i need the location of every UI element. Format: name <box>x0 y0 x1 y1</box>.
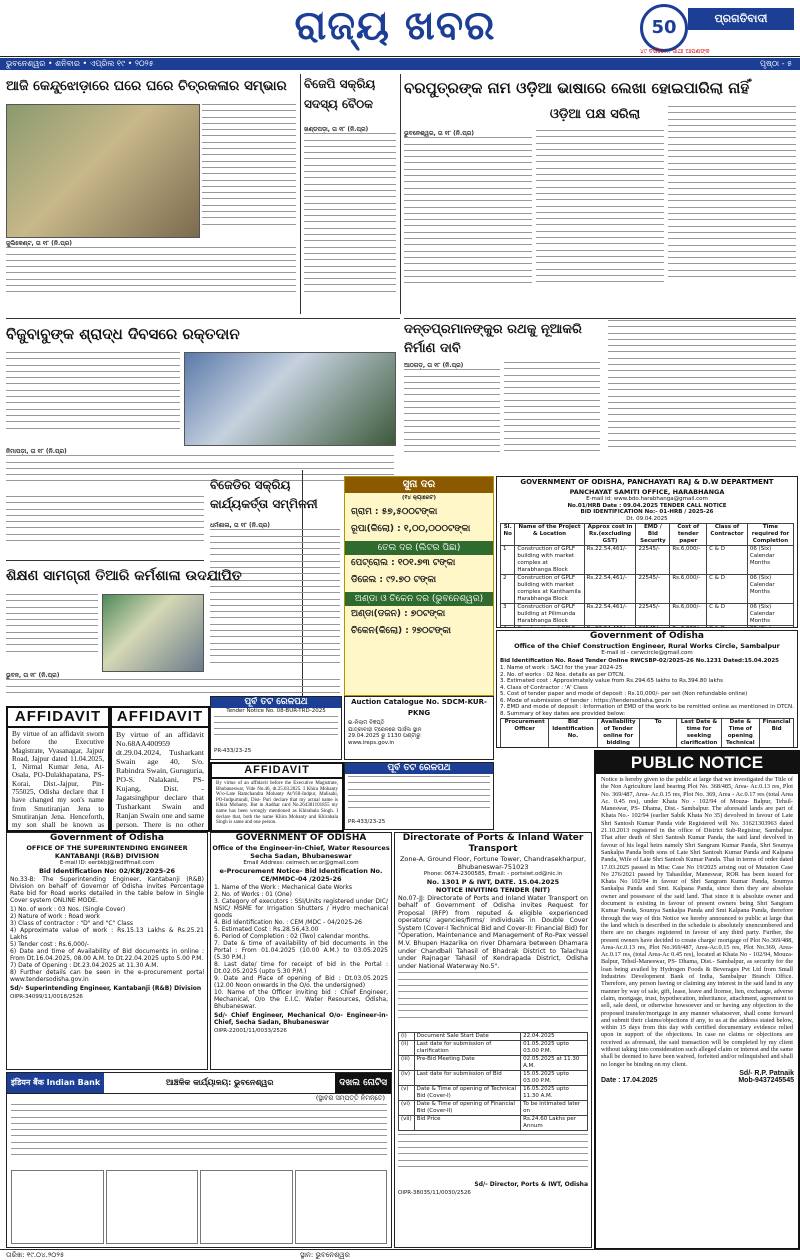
story-body <box>202 104 296 236</box>
story-headline-box <box>304 74 396 122</box>
notice-oipr: OIPR-38035/11/0030/2526 <box>398 1190 471 1197</box>
anniversary-emblem-icon: 50 <box>640 4 688 52</box>
gold-rate: ଗ୍ରାମ : ୫୭,୫୦୦ଟଙ୍କା <box>351 506 438 517</box>
table-row: (vi) Date & Time of opening of Financial Bid (Cover-II) To be intimated later on <box>399 1101 588 1116</box>
railway-notice <box>210 696 342 760</box>
notice-subtitle: Auction Catalogue No. SDCM-KUR-PKNG <box>351 698 487 717</box>
notice-signature: Sd/- Superintending Engineer, Kantabanji (R&B) Division <box>10 984 202 992</box>
panchayat-tender-notice <box>496 476 798 628</box>
story-body <box>536 130 664 316</box>
story-body <box>210 522 340 692</box>
affidavit-text: By virtue of an affidavit No.68AA400959 dt.29.04.2024, Tusharkant Swain age 40, S/o. Rabindra Swain, Guruguria, PO-S. Nalakani, PS-Kujang, Dist. - Jagatsinghpur declare that Tusharkant Swain and Ranjan Swain one and same person. There is no other <box>116 730 204 829</box>
egg-rate-title: ଅଣ୍ଡା ଓ ଚିକେନ ଦର (ଭୁବନେଶ୍ୱର) <box>345 592 493 606</box>
affidavit-text: By virtue of an affidavit sworn before the Executive Magistrate, Vyasanagar, Jajpur Road, Jajpur dated 11.04.2025, I, Nirmal Kumar Jena, At-Osala, PO-Dulakhapatana, PS-Korai, Dist.-Jajpur, Pin-755025, Odisha declare that I have changed my son's name from Smutiranjan Jena to Smutiranjan Jena. Henceforth, my son shall be known as <box>12 730 104 830</box>
notice-ref: Bid Identification No. Road Tender Online RWCSBP-02/2025-26 No.1231 Dated:15.04.2025 <box>500 657 779 664</box>
table-row: (i) Document Sale Start Date 22.04.2025 <box>399 1033 588 1041</box>
notice-heading: ଦଖଲ ନୋଟିସ <box>335 1073 391 1093</box>
story-headline: ଦନ୍ତପ୍ରମାନଙ୍କୁର ରଥକୁ ନୂଆକରି ନିର୍ମାଣ ଦାବି <box>404 322 582 356</box>
footer-place: ସ୍ଥାନ: ଭୁବନେଶ୍ୱର <box>300 1251 350 1259</box>
water-resources-notice: GOVERNMENT OF ODISHA Office of the Engineer-in-Chief, Water Resources Secha Sadan, Bhubaneswar Email Address: ceimech.wr.or@gmail.com e-Procurement Notice- Bid Identification No. CE/MMDC-04 /2025-26 1. Name of the Work : Mechanical Gate Works 2. No. of Works : 01 (One) 3. Category of executors : SSI/Units registered under DIC/ NSIC/ MSME for Irrigation Shutters / Hydro mechanical goods 4. Bid Identification No. : CEM /MDC - 04/2025-26 5. Estimated Cost : Rs.28.56,43.00 6. Period of Completion : 02 (Two) calendar months. 7. Date & time of availability of bid documents in the Portal : From 01.04.2025 (10.00 A.M.) to 03.05.2025 (5.30 P.M.) 8. Last date/ time for receipt of bid in the Portal : Dt.02.05.2025 (upto 5.30 P.M.) 9. Date and Place of opening of Bid : Dt.03.05.2025 (12.00 Noon onwards in the O/o. the undersigned) 10. Name of the Officer inviting bid : Chief Engineer, Mechanical, O/o the E.I.C. Water Resources, Odisha, Bhubaneswar. Sd/- Chief Engineer, Mechanical O/o- Engineer-in-Chief, Secha Sadan, Bhubaneswar OIPR-22001/11/0033/2526 <box>210 832 392 1070</box>
notice-bid-id: Bid Identification No: 02/KBJ/2025-26 <box>38 866 176 875</box>
market-rates-box <box>344 476 494 696</box>
issue-date: ଭୁବନେଶ୍ୱର • ଶନିବାର • ଏପ୍ରିଲ ୧୯ • ୨୦୨୫ <box>6 59 154 68</box>
notice-mobile: Mob-9437245545 <box>738 1076 794 1084</box>
story-dateline: ଧର୍ମଶାଳା, ତା ୧୮ (ନି.ପ୍ର) <box>210 522 270 529</box>
silver-rate: ରୂପା(କିଲୋ) : ୧,୦୦,୦୦୦ଟଙ୍କା <box>351 523 471 534</box>
notice-subtitle: Office of the Engineer-in-Chief, Water Resources Secha Sadan, Bhubaneswar <box>212 844 390 860</box>
gold-rate-title: ସୁନା ଦର <box>345 477 493 493</box>
story-headline: ବରପୁତ୍ରଙ୍କ ନାମ ଓଡ଼ିଆ ଭାଷାରେ ଲେଖା ହୋଇପାରିଲା ନାହିଁ <box>404 79 750 97</box>
diesel-rate: ଡିଜେଲ : ୯୨.୭୦ ଟଙ୍କା <box>351 574 437 585</box>
notice-title: Government of Odisha <box>590 631 704 641</box>
story-subhead-box <box>520 106 670 126</box>
table-row: 1 Construction of GPLF building with market complex at Harabhanga Block Rs.22.54,461/- 22545/- Rs.6,000/- C & D 06 (Six) Calendar Months <box>501 546 794 575</box>
story-dateline: ଭୁବନ, ତା ୧୮ (ନି.ପ୍ର) <box>6 672 60 679</box>
notice-ref: No.01/HRB Date : 09.04.2025 TENDER CALL NOTICE <box>567 502 727 509</box>
table-row: (iii) Pre-Bid Meeting Date 02.05.2025 at 11.30 A.M. <box>399 1056 588 1071</box>
notice-title: ପୂର୍ବ ତଟ ରେଳପଥ <box>211 697 341 708</box>
notice-bid-id: BID IDENTIFICATION No:- 01-HRB / 2025-26 <box>580 509 714 515</box>
notice-signature: Sd/- R.P. Patnaik <box>739 1069 794 1077</box>
story-body <box>404 362 500 472</box>
notice-subtitle: Tender Notice No. 08-BUR-TRD-2025 <box>226 708 326 714</box>
story-body <box>404 130 532 316</box>
affidavit-notice <box>6 706 110 832</box>
story-headline: ବିଜୁବାବୁଙ୍କ ଶ୍ରାଦ୍ଧ ଦିବସରେ ରକ୍ତଦାନ <box>6 325 240 343</box>
notice-subtitle: Office of the Chief Construction Engineer, Rural Works Circle, Sambalpur <box>514 642 780 650</box>
story-headline-box <box>6 74 296 100</box>
notice-email: Email Address: ceimech.wr.or@gmail.com <box>243 860 359 866</box>
story-dateline: ଜୁଲିକେଣ୍ଟ, ତା ୧୮ (ନି.ପ୍ର) <box>6 240 73 247</box>
story-subhead: ଓଡ଼ିଆ ପକ୍ଷ ସରିଲା <box>549 107 641 122</box>
workshop-photo <box>102 594 204 672</box>
notice-text: Notice is hereby given to the public at large that we investigated the Title of the Non Agriculture land bearing Plot No. 368/485, Area- Ac.0.13 res, Plot No. 369/487, Area- Ac.0.15 res, Plot No. 369, Area - Ac.0.17 res (total Area Ac. 0.45 res), under Khata No - 102/94 of Mouza- Balpur, Tehsil- Maneswar, PS- Dhama, Dist.- Sambalpur. The aforesaid lands are part of Khata No.- 102/94 (earlier Sabik Khata No 35) devolved in favour of Late Shri Santosh Kumar Panda vide Registered will No. 31621303963 dated 21.10.2013 registered in the office of District Sub-Registrar, Sambalpur. That after death of Shri Santosh Kumar Panda, the said land devolved in favour of his legal heirs namely Shri Sangram Kumar Panda, Shri Soumya Sankalpa Panda both sons of Late Shri Santosh Kumar Panda and Kalpana Panda, Wife of Late Shri Santosh Kumar Panda. That in terms of order dated 17.03.2025 passed in Misc Case No 19/2025 arising out of Mutation Case No 276/2021 passed by Tahasildar, Maneswar, ROR has been issued for Khata No 102/94 in favour of Shri Sangram Kumar Panda, Soumya Sankalpa Panda and Smt. Kalpana Panda, since then they are absolute owner and possessor of the said land. That since it is absolute owner and document is existing in favour of present owners being Shri Sangram Kumar Panda, Soumya Sankalpa Panda and Smt Kalpana Panda, therefore through the way of this Notice we hereby announced to public at large that the land which is described in the schedule is absolutely unencumbered and there are no charges registered in favour of any third party. Further, the present owners have decided to create charge/ mortgage of Plot No.369/488, Area-Ac.0.13 res, Plot No.369/487, Area-Ac.0.15 res, Plot No.369, Area-Ac.0.17 res, (total Area-Ac 0.45 res), located at Khata No - 102/94, Mouza- Balpur, Tehsil-Maneswar, PS- Dhama, Dist.- Sambalpur, as security for the loan being availed by Hydrogen Foods & Beverages Pvt Ltd from Small Industries Development Bank of India, Sambalpur Branch Office. Therefore, any person having or claiming any interest in the said land in any manner by way of sale, gift, lease, leave and license, lien, exchange, adverse claim, mortgage, trust, hypothecation, inheritance, attachment, agreement to sell, sale deed, or otherwise howsoever and or having any objection to the proposed transfer/mortgage in any manner whatsoever, shall come forward and submit their claims/objections if any, to us at the address stated below, within 15 days from this day with certified documentary evidence relied upon in support of the objections. In case no claims or objections are received as aforesaid, the said transaction will be completed by my client without taking into consideration such alleged claim or interest and the same shall be deemed to have been waived, forfeited and/or relinquished and shall no longer be binding on my client. <box>601 776 794 1068</box>
story-headline-box <box>404 74 796 104</box>
story-headline: ଶିକ୍ଷଣ ସାମଗ୍ରୀ ତିଆରି କର୍ମଶାଳା ଉଦଯାପିତ <box>6 568 242 584</box>
notice-date: Dt. 09.04.2025 <box>626 515 668 522</box>
story-headline: ଆଜି କେନ୍ଦୁଝୋଡ଼ାରେ ଘରେ ଘରେ ଚିତ୍ରକଳାର ସମ୍ଭାର <box>6 78 287 94</box>
notice-title: Directorate of Ports & Inland Water Transport <box>402 833 584 854</box>
brand-tagline: ୪୯ ବର୍ଷରେ... ସାଥୀ ଆପଣଙ୍କ <box>640 48 710 55</box>
brand-logo: ପ୍ରଗତିବାଦୀ <box>688 8 794 30</box>
table-row <box>501 626 794 629</box>
notice-ref: No.33-B: The Superintending Engineer, Kantabanji (R&B) Division on behalf of Governor of Odisha invites Percentage Rate bid for Road works detailed in the table below in Single Cover system ONLINE MODE. <box>10 875 204 904</box>
chicken-rate: ଚିକେନ(କିଲୋ) : ୨୭୦ଟଙ୍କା <box>351 625 451 636</box>
notice-email: E-mail id: www.bdo.harabhanga@gmail.com <box>586 496 708 502</box>
table-row: (vii) Bid Price Rs.24.60 Lakhs per Annum <box>399 1116 588 1131</box>
affidavit-notice <box>210 762 344 832</box>
table-row: (v) Date & Time of opening of Technical Bid (Cover-I) 16.05.2025 upto 11.30 A.M. <box>399 1086 588 1101</box>
oil-rate-title: ତେଲ ଦର (ଲିଟର ପିଛା) <box>345 541 493 555</box>
ports-tender-notice <box>394 832 592 1248</box>
story-body <box>6 240 296 300</box>
key-dates-table: Procurement Officer Bid Identification No. Availability of Tender online for bidding To Last Date & time for seeking clarification Date & Time of opening Technical Financial Bid <box>500 718 794 748</box>
story-headline: ବିଜେପି ସକ୍ରିୟ ସଦସ୍ୟ ବୈଠକ <box>304 77 376 111</box>
notice-title: ପୂର୍ବ ତଟ ରେଳପଥ <box>345 763 493 774</box>
notice-oipr: OIPR-34099/11/0018/2526 <box>10 993 83 1000</box>
table-row: (ii) Last date for submission of clarification 01.05.2025 upto 03.00 P.M. <box>399 1041 588 1056</box>
bank-possession-notice <box>6 1072 392 1248</box>
notice-bid-id: e-Procurement Notice- Bid Identification No. CE/MMDC-04 /2025-26 <box>219 866 383 883</box>
affidavit-title: AFFIDAVIT <box>112 708 208 728</box>
story-body <box>6 496 204 556</box>
story-body <box>504 362 600 472</box>
story-headline-box <box>210 476 340 520</box>
tender-table: Sl. No Name of the Project & Location Approx cost in Rs.(excluding GST) EMD / Bid Security Cost of tender paper Class of Contractor Time required for Completion 1 Construction of GPLF building with market complex at Harabhanga Block Rs.22.54,461/- 22545/- Rs.6,000/- C & D 06 (Six) Calendar Months 2 Construction of GPLF building with market complex at Kanthamila Harabhanga Block Rs.22.54,461/- 22545/- Rs.6,000/- C & D 06 (Six) Calendar Months 3 Construction of GPLF building at Pilimunda Harabhanga Block Rs.22.54,461/- 22545/- Rs.6,000/- C & D 06 (Six) Calendar Months <box>500 523 794 628</box>
notice-heading: NOTICE INVITING TENDER (NIT) <box>435 885 551 894</box>
page-footer <box>0 1249 800 1260</box>
notice-phone: Phone: 0674-2300585, Email: - portsiwt.od@nic.in <box>423 871 563 877</box>
blood-donation-photo <box>184 352 396 446</box>
notice-oipr: PR-433/23-25 <box>348 819 386 825</box>
notice-title: PUBLIC NOTICE <box>596 752 798 774</box>
table-row: 2 Construction of GPLF building with market complex at Kanthamila Harabhanga Block Rs.22.54,461/- 22545/- Rs.6,000/- C & D 06 (Six) Calendar Months <box>501 575 794 604</box>
kantabanji-tender-notice: Government of Odisha OFFICE OF THE SUPERINTENDING ENGINEER KANTABANJI (R&B) DIVISION E-mail ID: eerbkbj@rediffmail.com Bid Identification No: 02/KBJ/2025-26 No.33-B: The Superintending Engineer, Kantabanji (R&B) Division on behalf of Governor of Odisha invites Percentage Rate bid for Road works detailed in the table below in Single Cover system ONLINE MODE. 1) No. of work : 03 Nos. (Single Cover) 2) Nature of work : Road work 3) Class of contractor : "D" and "C" Class 4) Approximate value of work : Rs.15.13 Lakhs & Rs.25.21 Lakhs 5) Tender cost : Rs.6,000/- 6) Date and time of Availability of Bid documents in online : From Dt.16.04.2025, 08.00 A.M. to Dt.22.04.2025 upto 5.00 P.M. 7) Date of Opening : Dt.23.04.2025 at 11.30 A.M. 8) Further details can be seen in the e-procurement portal www.tendersodisha.gov.in Sd/- Superintending Engineer, Kantabanji (R&B) Division OIPR-34099/11/0018/2526 <box>6 832 208 1070</box>
story-headline: ବିଜେଡିର ସକ୍ରିୟ କାର୍ଯ୍ୟକର୍ତ୍ତା ସମ୍ମିଳନୀ <box>210 478 318 511</box>
notice-ref: No. 1301 P & IWT, DATE. 15.04.2025 <box>426 877 560 886</box>
story-headline-box <box>6 562 306 592</box>
notice-title: Government of Odisha <box>50 833 164 843</box>
bank-office: ଆଞ୍ଚଳିକ କାର୍ଯ୍ୟାଳୟ: ଭୁବନେଶ୍ୱର <box>166 1078 274 1087</box>
notice-text: No.07-JJ: Directorate of Ports and Inland Water Transport on behalf of Government of Odisha invites Request for Proposal (RFP) from reputed & eligible experienced operators/ agencies/firms/ individuals in Double Cover System (Cover-I Technical Bid and Cover-II: Financial Bid) for "Operation, Maintenance and Management of Ro-Pax vessel M.V. Bhupen Hazarika on river Dhamara between Dhamara under Chandbali Tahasil of Bhadrak District to Talachua under Rajnagar Tahasil of Kendrapada District, Odisha under National Waterway No.5". <box>398 894 588 970</box>
story-dateline: ଖଣ୍ଡପଡ଼ା, ତା ୧୮ (ନି.ପ୍ର) <box>304 126 369 133</box>
gold-rate-sub: (୧୪ କ୍ୟାରେଟ) <box>402 495 436 501</box>
story-body <box>6 594 98 670</box>
rural-works-tender-notice: Government of Odisha Office of the Chief Construction Engineer, Rural Works Circle, Sambalpur E-mail id - cerwcircle@gmail.com Bid Identification No. Road Tender Online RWCSBP-02/2025-26 No.1231 Dated:15.04.2025 1. Name of work : SACI for the year 2024-25 2. No. of works : 02 Nos. details as per DTCN. 3. Estimated cost : Approximately value from Rs.294.65 lakhs to Rs.394.80 lakhs 4. Class of Contractor : 'A' Class 5. Cost of tender paper and mode of deposit : Rs.10,000/- per set (Non refundable online) 6. Mode of submission of tender : https://tendersodisha.gov.in 7. EMD and mode of deposit : Information of EMD of the work to be remitted online as mentioned in DTCN. 8. Summary of key dates are provided below: Procurement Officer Bid Identification No. Availability of Tender online for bidding To Last Date & time for seeking clarification Date & Time of opening Technical Financial Bid <box>496 630 798 748</box>
affidavit-title: AFFIDAVIT <box>212 764 342 779</box>
affidavit-title: AFFIDAVIT <box>8 708 108 728</box>
dateline-bar <box>0 58 800 70</box>
notice-title: GOVERNMENT OF ODISHA <box>235 833 367 843</box>
story-body <box>6 352 180 444</box>
footer-date: ତାରିଖ: ୧୯.୦୪.୨୦୨୫ <box>6 1251 65 1259</box>
public-notice <box>594 750 800 1250</box>
notice-subtitle: (ସ୍ଥାବର ସମ୍ପତ୍ତି ନିମନ୍ତେ) <box>315 1094 385 1102</box>
notice-subtitle: Zone-A, Ground Floor, Fortune Tower, Chandrasekharpur, Bhubaneswar-751023 <box>399 855 587 871</box>
notice-subtitle: OFFICE OF THE SUPERINTENDING ENGINEER KANTABANJI (R&B) DIVISION <box>26 844 188 860</box>
table-row: 3 Construction of GPLF building at Pilimunda Harabhanga Block Rs.22.54,461/- 22545/- Rs.6,000/- C & D 06 (Six) Calendar Months <box>501 604 794 626</box>
key-dates-table <box>398 1032 588 1131</box>
story-headline-box <box>6 320 302 350</box>
notice-oipr: PR-433/23-25 <box>214 747 252 754</box>
bank-logo: इंडियन बैंक Indian Bank <box>7 1073 104 1093</box>
table-row: (iv) Last date for submission of Bid 15.05.2025 upto 03.00 P.M. <box>399 1071 588 1086</box>
notice-date: Date : 17.04.2025 <box>601 1076 658 1084</box>
railway-tender-notice <box>344 762 494 830</box>
egg-rate: ଅଣ୍ଡା(ଡଜନ) : ୭୦ଟଙ୍କା <box>351 608 446 619</box>
story-body <box>304 126 396 316</box>
notice-subtitle: PANCHAYAT SAMITI OFFICE, HARABHANGA <box>569 488 725 496</box>
village-painting-photo <box>6 104 200 238</box>
story-dateline: ଭୁବନେଶ୍ୱର, ତା ୧୮ (ନି.ପ୍ର) <box>404 130 475 137</box>
story-dateline: ନିମାପଡ଼ା, ତା ୧୮ (ନି.ପ୍ର) <box>6 448 67 455</box>
page-number: ପୃଷ୍ଠା - ୫ <box>759 59 792 68</box>
notice-signature: Sd/- Chief Engineer, Mechanical O/o- Engineer-in-Chief, Secha Sadan, Bhubaneswar <box>214 1011 388 1026</box>
notice-signature: Sd/- Director, Ports & IWT, Odisha <box>474 1181 588 1189</box>
railway-auction-notice: Auction Catalogue No. SDCM-KUR-PKNG ଇ-ନିଲାମ ବିଜ୍ଞପ୍ତି ଯାତ୍ରୀବାହୀ ଟ୍ରେନରେ ପାର୍ସଲ ସ୍ଥାନ 29.04.2025 ରୁ 1130 ଘଣ୍ଟାରୁ www.ireps.gov.in <box>344 696 494 760</box>
page-title: ରାଜ୍ୟ ଖବର <box>294 2 496 49</box>
story-body <box>668 106 796 316</box>
notice-title: GOVERNMENT OF ODISHA, PANCHAYATI RAJ & D.W DEPARTMENT <box>520 478 774 486</box>
affidavit-notice <box>110 706 210 832</box>
notice-oipr: OIPR-22001/11/0033/2526 <box>214 1027 287 1034</box>
notice-email: E-mail id - cerwcircle@gmail.com <box>601 650 693 656</box>
notice-email: E-mail ID: eerbkbj@rediffmail.com <box>59 860 155 866</box>
story-body <box>608 320 796 472</box>
petrol-rate: ପେଟ୍ରୋଲ : ୧୦୧.୭୩ ଟଙ୍କା <box>351 557 456 568</box>
affidavit-text: By virtue of an affidavit before the Executive Magistrate, Bhubaneswar, Vide No.46, dt.25.03.2025. I Khira Mohanty W/o-Late Ramchandra Mohanty At/Vill-Indpur, Malisahi, PO-Indpurtundi, Dist- Puri declare that my actual name is Khira Mohanty. But in Aadhar card No.264381101855 my name has been wrongly mentioned as Khirabala Singh. I declare that, both the name Khira Mohanty and Khirabala Singh is same and one person. <box>216 781 338 826</box>
story-dateline: ଆଠଗଡ଼, ତା ୧୮ (ନି.ପ୍ର) <box>404 362 464 369</box>
masthead <box>0 0 800 57</box>
